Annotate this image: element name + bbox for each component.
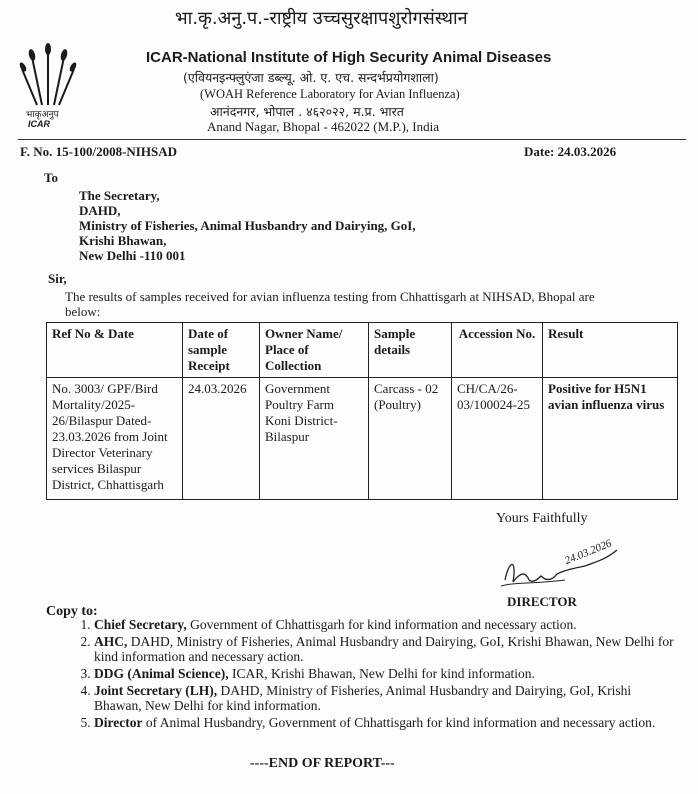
institute-english-title: ICAR-National Institute of High Security Animal Diseases [146,49,552,66]
cell-ref: No. 3003/ GPF/Bird Mortality/2025-26/Bilaspur Dated-23.03.2026 from Joint Director Veterinary services Bilaspur District, Chhattisgarh [47,378,183,500]
salutation: Sir, [48,271,67,286]
cell-receipt: 24.03.2026 [183,378,260,500]
col-accession: Accession No. [452,323,543,378]
logo-english-text: ICAR [28,119,50,129]
list-item [94,617,674,632]
signature [495,537,645,600]
signature-scribble-icon [495,540,645,600]
cell-result: Positive for H5N1 avian influenza virus [543,378,678,500]
list-item [94,666,674,681]
to-label: To [44,170,58,185]
file-number: F. No. 15-100/2008-NIHSAD [20,144,177,159]
institute-hindi-title: भा.कृ.अनु.प.-राष्ट्रीय उच्चसुरक्षापशुरोगसंस्थान [175,8,468,29]
list-item [94,715,674,730]
logo-hindi-text: भाकृअनुप [26,110,59,120]
hindi-address: आनंदनगर, भोपाल . ४६२०२२, म.प्र. भारत [210,104,404,119]
copy-text: of Animal Husbandry, Government of Chhattisgarh for kind information and necessary action. [142,715,656,730]
letter-date: Date: 24.03.2026 [524,144,617,159]
copy-text: Government of Chhattisgarh for kind information and necessary action. [186,617,577,632]
copy-to-label: Copy to: [46,604,98,619]
list-item [94,634,674,664]
hindi-subtitle: (एवियनइन्फ्लुएंजा डब्ल्यू. ओ. ए. एच. सन्दर्भप्रयोगशाला) [183,70,439,85]
recipient-line: DAHD, [79,203,121,218]
copy-recipient: Chief Secretary, [94,617,187,632]
cell-accession: CH/CA/26-03/100024-25 [452,378,543,500]
recipient-line: New Delhi -110 001 [79,248,186,263]
intro-paragraph: The results of samples received for avian influenza testing from Chhattisgarh at NIHSAD, Bhopal are below: [65,289,595,319]
end-of-report: ----END OF REPORT--- [250,756,395,771]
copy-text: DAHD, Ministry of Fisheries, Animal Husbandry and Dairying, GoI, Krishi Bhawan, New Delhi for kind information. [94,683,632,713]
copy-recipient: Joint Secretary (LH), [94,683,218,698]
copy-recipient: Director [94,715,143,730]
results-table [46,322,678,500]
english-subtitle: (WOAH Reference Laboratory for Avian Influenza) [200,87,460,101]
recipient-line: Ministry of Fisheries, Animal Husbandry and Dairying, GoI, [79,218,416,233]
recipient-line: Krishi Bhawan, [79,233,167,248]
table-header-row [47,323,678,378]
col-result: Result [543,323,678,378]
copy-text: DAHD, Ministry of Fisheries, Animal Husbandry and Dairying, GoI, Krishi Bhawan, New Delhi for kind information and necessary action. [94,634,674,664]
recipient-line: The Secretary, [79,188,160,203]
cell-owner: Government Poultry Farm Koni District- Bilaspur [260,378,369,500]
copy-recipient: AHC, [94,634,128,649]
copy-to-list [54,617,674,732]
icar-logo [18,35,78,130]
header-divider [18,139,686,140]
table-row [47,378,678,500]
col-receipt: Date of sample Receipt [183,323,260,378]
closing: Yours Faithfully [496,511,588,526]
copy-recipient: DDG (Animal Science), [94,666,229,681]
english-address: Anand Nagar, Bhopal - 462022 (M.P.), India [207,119,439,134]
col-sample: Sample details [369,323,452,378]
cell-sample: Carcass - 02 (Poultry) [369,378,452,500]
copy-text: ICAR, Krishi Bhawan, New Delhi for kind information. [228,666,535,681]
col-owner: Owner Name/ Place of Collection [260,323,369,378]
col-ref: Ref No & Date [47,323,183,378]
designation: DIRECTOR [507,594,577,609]
list-item [94,683,674,713]
signature-date: 24.03.2026 [563,537,614,568]
